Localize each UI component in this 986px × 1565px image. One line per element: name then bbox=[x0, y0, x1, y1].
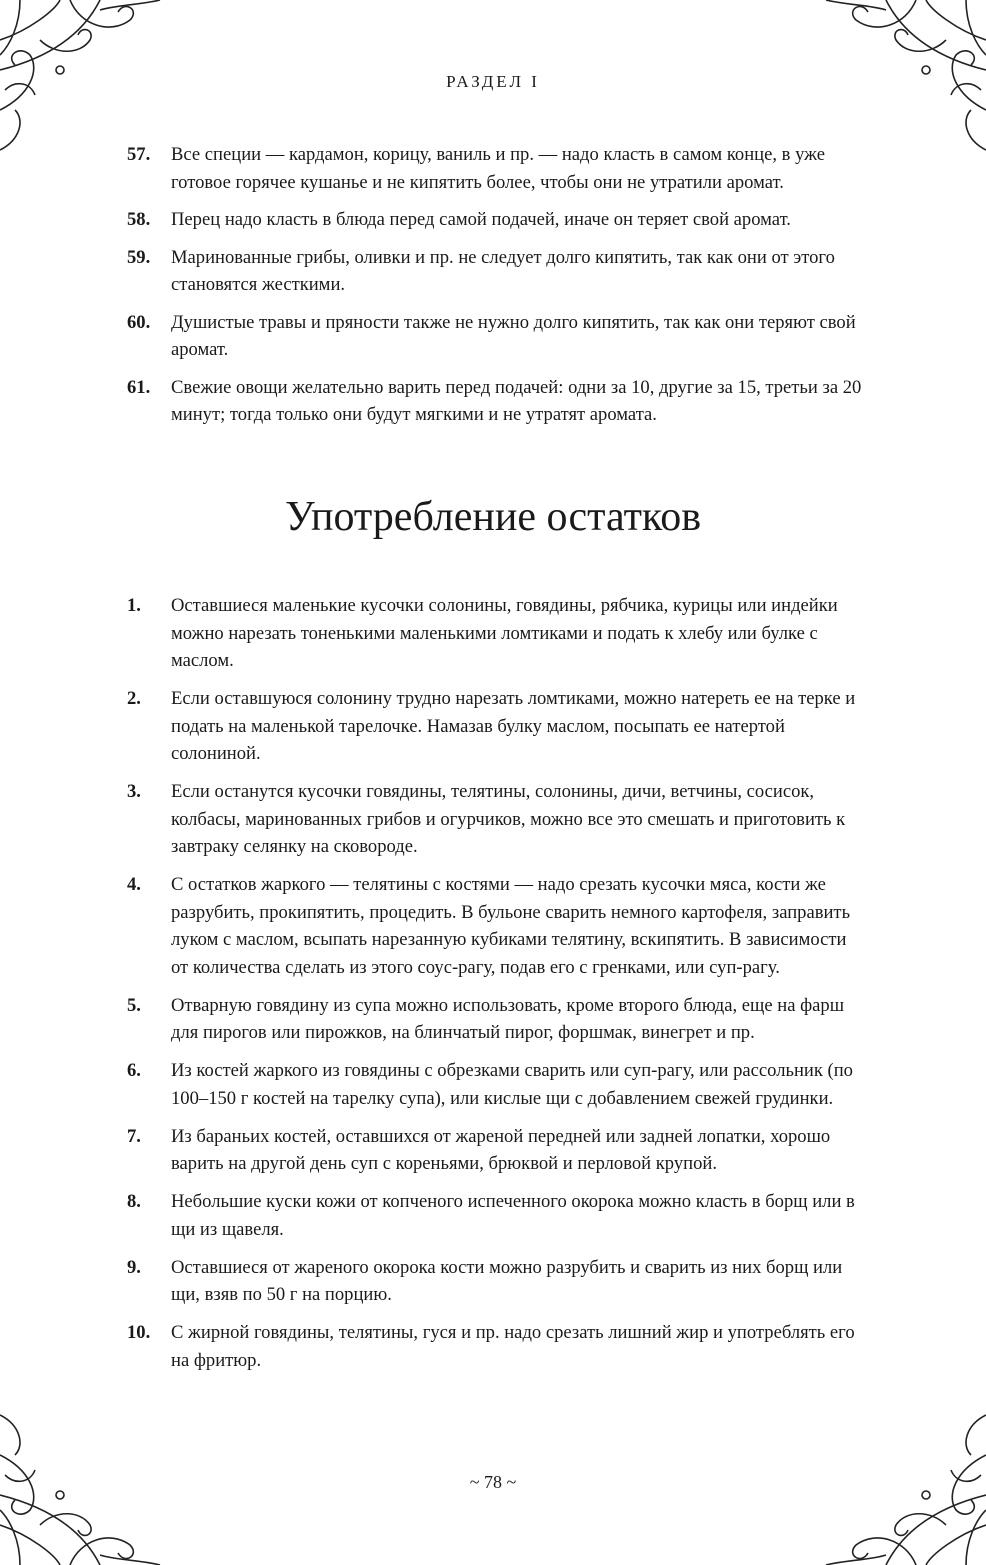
item-number: 8. bbox=[127, 1191, 141, 1212]
item-text: С жирной говядины, телятины, гуся и пр. надо срезать лишний жир и употреблять его на фритюр. bbox=[171, 1322, 855, 1371]
item-number: 61. bbox=[127, 376, 151, 398]
item-text: Все специи — кардамон, корицу, ваниль и пр. — надо класть в самом конце, в уже готовое горячее кушанье и не кипятить более, чтобы они не утратили аромат. bbox=[171, 144, 825, 193]
list-item bbox=[127, 309, 867, 364]
list-item bbox=[127, 1123, 867, 1178]
list-item bbox=[127, 1254, 867, 1309]
item-number: 1. bbox=[127, 595, 141, 616]
section-title: Употребление остатков bbox=[284, 494, 702, 540]
item-number: 57. bbox=[127, 144, 151, 165]
item-number: 59. bbox=[127, 246, 151, 268]
list-item bbox=[127, 206, 867, 234]
item-text: Если останутся кусочки говядины, телятины, солонины, дичи, ветчины, сосисок, колбасы, маринованных грибов и огурчиков, можно все это смешать и приготовить к завтраку селянку на сковороде. bbox=[171, 781, 846, 857]
item-text: Оставшиеся маленькие кусочки солонины, говядины, рябчика, курицы или индейки можно нарезать тоненькими маленькими ломтиками и подать к хлебу или булке с маслом. bbox=[171, 595, 838, 671]
item-number: 7. bbox=[127, 1125, 141, 1147]
running-head: РАЗДЕЛ I bbox=[446, 72, 540, 91]
item-text: Маринованные грибы, оливки и пр. не следует долго кипятить, так как они от этого становятся жесткими. bbox=[171, 246, 835, 295]
list-item bbox=[127, 685, 867, 768]
item-text: Оставшиеся от жареного окорока кости можно разрубить и сварить из них борщ или щи, взяв по 50 г на порцию. bbox=[171, 1256, 843, 1305]
leftovers-list bbox=[127, 592, 867, 1385]
item-number: 5. bbox=[127, 994, 141, 1016]
list-item bbox=[127, 871, 867, 981]
list-item bbox=[127, 992, 867, 1047]
item-number: 58. bbox=[127, 209, 151, 230]
list-item bbox=[127, 1057, 867, 1112]
item-text: С остатков жаркого — телятины с костями — надо срезать кусочки мяса, кости же разрубить, прокипятить, процедить. В бульоне сварить немного картофеля, заправить луком с маслом, всыпать нарезанную кубиками телятину, вскипятить. В зависимости от количества сделать из этого соус-рагу, подав его с гренками, или суп-рагу. bbox=[171, 874, 851, 978]
tips-list-continued bbox=[127, 141, 867, 439]
list-item bbox=[127, 1188, 867, 1243]
page-number: ~ 78 ~ bbox=[469, 1472, 517, 1492]
item-text: Из бараньих костей, оставшихся от жареной передней или задней лопатки, хорошо варить на другой день суп с кореньями, брюквой и перловой крупой. bbox=[171, 1125, 831, 1174]
item-number: 10. bbox=[127, 1322, 151, 1343]
list-item bbox=[127, 141, 867, 196]
item-text: Небольшие куски кожи от копченого испеченного окорока можно класть в борщ или в щи из щавеля. bbox=[171, 1191, 855, 1240]
item-text: Душистые травы и пряности также не нужно долго кипятить, так как они теряют свой аромат. bbox=[171, 311, 856, 360]
item-number: 60. bbox=[127, 311, 151, 333]
item-text: Если оставшуюся солонину трудно нарезать ломтиками, можно натереть ее на терке и подать на маленькой тарелочке. Намазав булку маслом, посыпать ее натертой солониной. bbox=[171, 688, 856, 764]
list-item bbox=[127, 592, 867, 675]
item-number: 2. bbox=[127, 688, 141, 709]
item-text: Перец надо класть в блюда перед самой подачей, иначе он теряет свой аромат. bbox=[171, 209, 791, 230]
item-number: 4. bbox=[127, 874, 141, 895]
item-number: 3. bbox=[127, 781, 141, 802]
item-text: Из костей жаркого из говядины с обрезками сварить или суп-рагу, или рассольник (по 100–150 г костей на тарелку супа), или кислые щи с добавлением свежей грудинки. bbox=[171, 1060, 853, 1109]
item-text: Свежие овощи желательно варить перед подачей: одни за 10, другие за 15, третьи за 20 минут; тогда только они будут мягкими и не утратят аромата. bbox=[171, 376, 862, 425]
list-item bbox=[127, 778, 867, 861]
item-number: 6. bbox=[127, 1060, 141, 1081]
list-item bbox=[127, 244, 867, 299]
list-item bbox=[127, 1319, 867, 1374]
item-number: 9. bbox=[127, 1256, 141, 1278]
list-item bbox=[127, 374, 867, 429]
item-text: Отварную говядину из супа можно использовать, кроме второго блюда, еще на фарш для пирогов или пирожков, на блинчатый пирог, форшмак, винегрет и пр. bbox=[171, 994, 845, 1043]
